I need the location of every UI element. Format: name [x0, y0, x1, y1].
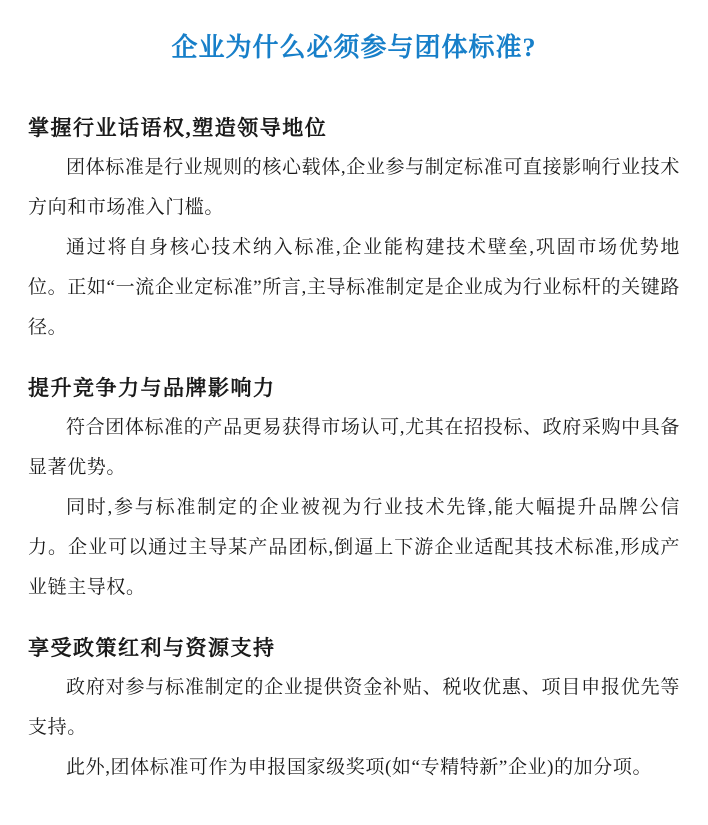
section-industry-voice	[28, 108, 680, 348]
paragraph: 同时,参与标准制定的企业被视为行业技术先锋,能大幅提升品牌公信力。企业可以通过主导某产品团标,倒逼上下游企业适配其技术标准,形成产业链主导权。	[28, 497, 680, 598]
paragraph: 通过将自身核心技术纳入标准,企业能构建技术壁垒,巩固市场优势地位。正如“一流企业定标准”所言,主导标准制定是企业成为行业标杆的关键路径。	[28, 237, 680, 338]
paragraph: 政府对参与标准制定的企业提供资金补贴、税收优惠、项目申报优先等支持。	[28, 677, 680, 738]
section-heading-policy-benefits: 享受政策红利与资源支持	[28, 636, 276, 660]
paragraph: 符合团体标准的产品更易获得市场认可,尤其在招投标、政府采购中具备显著优势。	[28, 417, 680, 478]
paragraph: 此外,团体标准可作为申报国家级奖项(如“专精特新”企业)的加分项。	[66, 757, 653, 778]
section-competitiveness	[28, 368, 680, 608]
document-title: 企业为什么必须参与团体标准?	[171, 33, 537, 62]
section-policy-benefits	[28, 628, 680, 788]
paragraph: 团体标准是行业规则的核心载体,企业参与制定标准可直接影响行业技术方向和市场准入门槛。	[28, 157, 680, 218]
section-heading-competitiveness: 提升竞争力与品牌影响力	[28, 376, 276, 400]
section-heading-industry-voice: 掌握行业话语权,塑造领导地位	[28, 116, 328, 140]
